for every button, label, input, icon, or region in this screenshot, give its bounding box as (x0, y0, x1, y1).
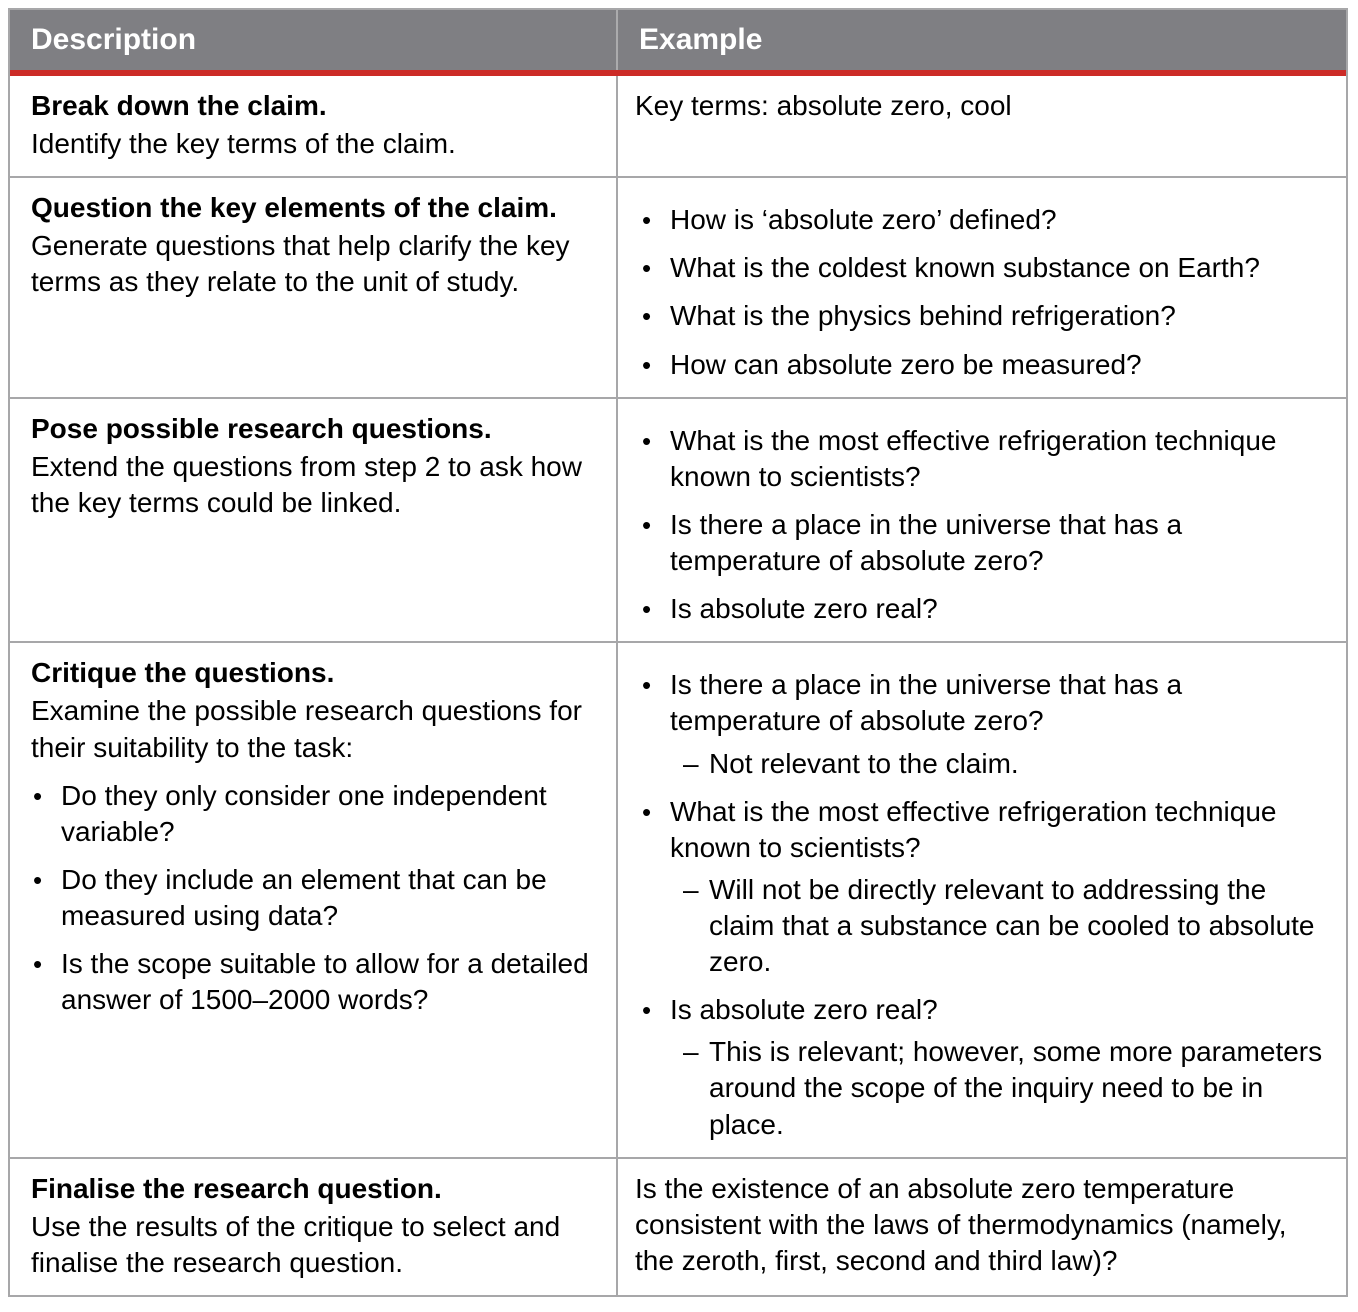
bullet-icon: • (642, 670, 652, 701)
bullet-icon: • (33, 780, 43, 811)
column-header-description: Description (10, 10, 618, 70)
bullet-icon: • (642, 349, 652, 380)
example-cell (618, 76, 1346, 176)
description-cell (10, 399, 618, 642)
sub-list-item-text: Not relevant to the claim. (709, 747, 1019, 779)
criteria-list (31, 778, 596, 1019)
sub-list-item (635, 746, 1326, 782)
step-title: Pose possible research questions. (31, 412, 492, 444)
list-item (635, 347, 1326, 383)
bullet-icon: • (642, 205, 652, 236)
dash-icon: – (683, 873, 699, 905)
example-text: Key terms: absolute zero, cool (635, 90, 1012, 121)
bullet-icon: • (642, 594, 652, 625)
list-item (635, 250, 1326, 286)
table-header-row (10, 10, 1346, 76)
example-cell (618, 1159, 1346, 1295)
list-item (635, 591, 1326, 627)
sub-list-item (635, 872, 1326, 980)
description-cell (10, 643, 618, 1156)
list-item-text: Is absolute zero real? (670, 994, 938, 1026)
table-row (10, 176, 1346, 397)
list-item-text: What is the most effective refrigeration technique known to scientists? (670, 424, 1277, 492)
example-cell (618, 643, 1346, 1156)
table-row (10, 76, 1346, 176)
list-item-text: Is the scope suitable to allow for a detailed answer of 1500–2000 words? (61, 948, 589, 1016)
step-description: Examine the possible research questions for their suitability to the task: (31, 695, 582, 763)
bullet-icon: • (33, 864, 43, 895)
example-cell (618, 178, 1346, 397)
description-cell (10, 1159, 618, 1295)
description-cell (10, 76, 618, 176)
list-item (635, 202, 1326, 238)
list-item-text: What is the most effective refrigeration technique known to scientists? (670, 795, 1277, 863)
list-item (635, 992, 1326, 1028)
table-row (10, 1157, 1346, 1295)
step-title: Break down the claim. (31, 90, 327, 121)
dash-icon: – (683, 1036, 699, 1068)
step-title: Question the key elements of the claim. (31, 192, 557, 224)
bullet-icon: • (642, 301, 652, 332)
bullet-icon: • (33, 949, 43, 980)
list-item (31, 778, 596, 850)
list-item-text: Is absolute zero real? (670, 593, 938, 625)
description-cell (10, 178, 618, 397)
dash-icon: – (683, 747, 699, 779)
table-row (10, 397, 1346, 642)
list-item (635, 667, 1326, 739)
list-item (635, 423, 1326, 495)
research-question-steps-table (8, 8, 1348, 1297)
sub-list-item-text: Will not be directly relevant to addressing the claim that a substance can be cooled to absolute zero. (709, 873, 1315, 978)
list-item (635, 507, 1326, 579)
example-cell (618, 399, 1346, 642)
list-item-text: How can absolute zero be measured? (670, 348, 1142, 380)
list-item-text: Is there a place in the universe that has a temperature of absolute zero? (670, 508, 1183, 577)
list-item (31, 946, 596, 1018)
list-item-text: Do they include an element that can be measured using data? (61, 863, 547, 931)
bullet-icon: • (642, 796, 652, 827)
list-item-text: Is there a place in the universe that has a temperature of absolute zero? (670, 669, 1183, 737)
bullet-icon: • (642, 509, 652, 540)
step-title: Finalise the research question. (31, 1172, 442, 1204)
sub-list-item-text: This is relevant; however, some more parameters around the scope of the inquiry need to be in place. (709, 1036, 1323, 1140)
column-header-example: Example (639, 23, 763, 56)
table-row (10, 641, 1346, 1156)
step-description: Generate questions that help clarify the key terms as they relate to the unit of study. (31, 230, 570, 298)
step-description: Use the results of the critique to select and finalise the research question. (31, 1210, 561, 1278)
step-description: Extend the questions from step 2 to ask how the key terms could be linked. (31, 450, 582, 518)
list-item-text: What is the coldest known substance on Earth? (670, 252, 1260, 284)
bullet-icon: • (642, 253, 652, 284)
list-item-text: What is the physics behind refrigeration? (670, 300, 1176, 332)
bullet-icon: • (642, 425, 652, 456)
sub-list-item (635, 1034, 1326, 1142)
bullet-icon: • (642, 995, 652, 1026)
list-item-text: How is ‘absolute zero’ defined? (670, 204, 1057, 236)
step-title: Critique the questions. (31, 657, 335, 689)
list-item (635, 298, 1326, 334)
list-item (635, 794, 1326, 866)
list-item (31, 862, 596, 934)
example-text: Is the existence of an absolute zero temperature consistent with the laws of thermodynamics (namely, the zeroth, first, second and third law)? (635, 1172, 1287, 1276)
list-item-text: Do they only consider one independent variable? (61, 779, 547, 847)
step-description: Identify the key terms of the claim. (31, 128, 456, 160)
